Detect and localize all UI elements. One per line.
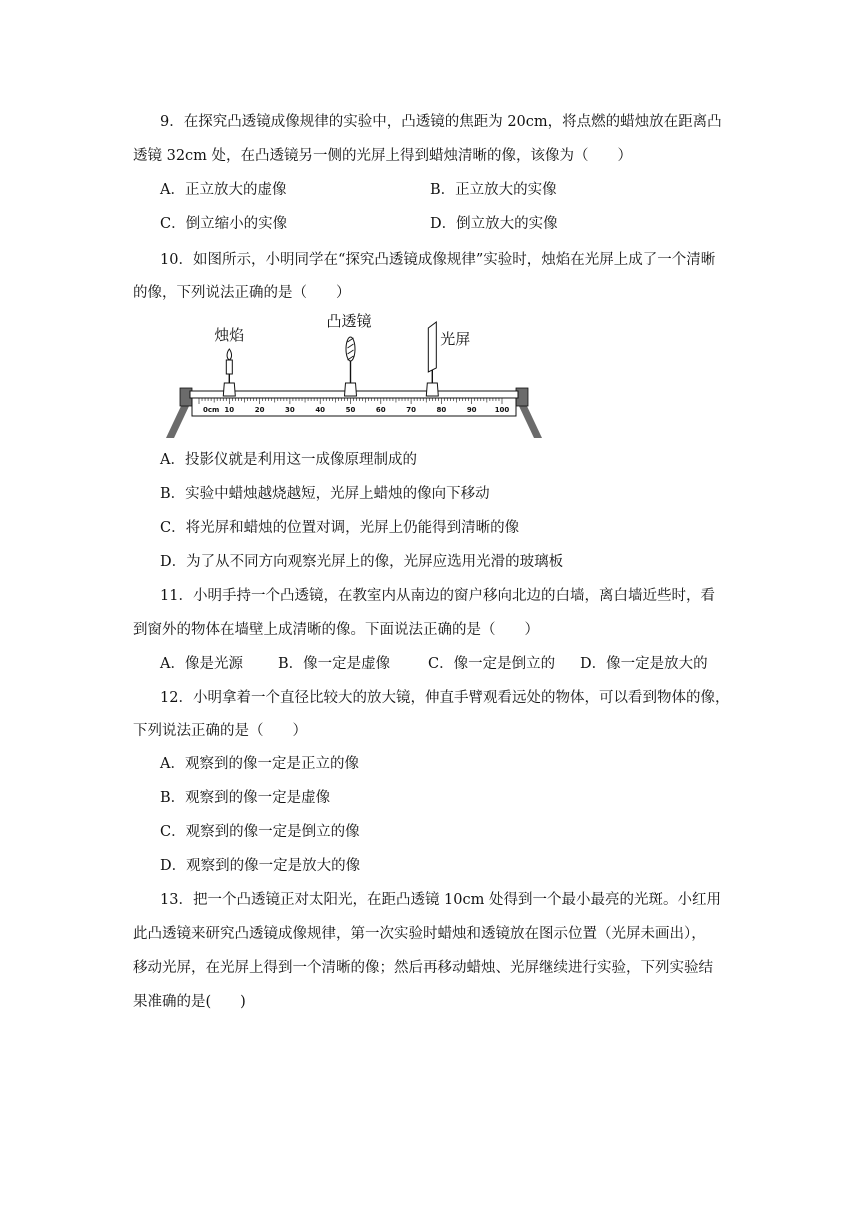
q10-option-c[interactable]: C．将光屏和蜡烛的位置对调，光屏上仍能得到清晰的像 [160, 520, 520, 536]
q11-option-c[interactable]: C．像一定是倒立的 [428, 656, 556, 672]
lens-base [345, 383, 357, 396]
q13-stem-line2: 此凸透镜来研究凸透镜成像规律，第一次实验时蜡烛和透镜放在图示位置（光屏未画出）， [133, 926, 706, 942]
q10-option-d[interactable]: D．为了从不同方向观察光屏上的像，光屏应选用光滑的玻璃板 [160, 554, 564, 570]
q13-stem-line4: 果准确的是( ) [133, 994, 246, 1010]
ruler-label: 100 [494, 406, 510, 414]
q11-option-d[interactable]: D．像一定是放大的 [580, 656, 708, 672]
q9-option-a[interactable]: A．正立放大的虚像 [160, 182, 287, 198]
q11-stem-line1: 11．小明手持一个凸透镜，在教室内从南边的窗户移向北边的白墙，离白墙近些时，看 [160, 588, 715, 604]
ruler-label: 0cm [203, 406, 220, 414]
q12-option-b[interactable]: B．观察到的像一定是虚像 [160, 790, 331, 806]
q12-stem-line2: 下列说法正确的是（ ） [133, 723, 307, 739]
figure-label-lens: 凸透镜 [326, 312, 372, 330]
q11-stem-line2: 到窗外的物体在墙壁上成清晰的像。下面说法正确的是（ ） [133, 622, 539, 638]
optical-bench-figure [160, 308, 550, 440]
q12-option-a[interactable]: A．观察到的像一定是正立的像 [160, 756, 359, 772]
q13-stem-line3: 移动光屏，在光屏上得到一个清晰的像；然后再移动蜡烛、光屏继续进行实验，下列实验结 [133, 960, 713, 976]
ruler-label: 60 [375, 406, 386, 414]
screen-base [426, 383, 438, 396]
candle-flame [227, 349, 232, 360]
light-screen [428, 322, 436, 372]
right-support-leg [518, 404, 542, 438]
ruler-label: 20 [254, 406, 265, 414]
q9-stem-line1: 9．在探究凸透镜成像规律的实验中，凸透镜的焦距为 20cm，将点燃的蜡烛放在距离凸 [160, 114, 722, 130]
ruler-label: 70 [406, 406, 416, 414]
q9-option-c[interactable]: C．倒立缩小的实像 [160, 216, 288, 232]
candle-base [223, 383, 235, 396]
ruler-label: 50 [345, 406, 356, 414]
q10-option-b[interactable]: B．实验中蜡烛越烧越短，光屏上蜡烛的像向下移动 [160, 486, 490, 502]
ruler-label: 80 [436, 406, 447, 414]
ruler-label: 40 [315, 406, 326, 414]
screen-assembly [426, 322, 438, 396]
q10-stem-line2: 的像，下列说法正确的是（ ） [133, 285, 351, 301]
q11-option-b[interactable]: B．像一定是虚像 [278, 656, 391, 672]
q11-option-a[interactable]: A．像是光源 [160, 656, 243, 672]
q9-option-b[interactable]: B．正立放大的实像 [430, 182, 557, 198]
ruler-label: 30 [285, 406, 295, 414]
ruler-label: 90 [466, 406, 477, 414]
q13-stem-line1: 13．把一个凸透镜正对太阳光，在距凸透镜 10cm 处得到一个最小最亮的光斑。小红用 [160, 892, 721, 908]
q12-option-d[interactable]: D．观察到的像一定是放大的像 [160, 858, 361, 874]
ruler-label: 10 [224, 406, 235, 414]
q12-option-c[interactable]: C．观察到的像一定是倒立的像 [160, 824, 360, 840]
q9-stem-line2: 透镜 32cm 处，在凸透镜另一侧的光屏上得到蜡烛清晰的像，该像为（ ） [133, 148, 633, 164]
q10-option-a[interactable]: A．投影仪就是利用这一成像原理制成的 [160, 452, 417, 468]
left-support-leg [166, 404, 190, 438]
convex-lens [346, 337, 355, 361]
q9-option-d[interactable]: D．倒立放大的实像 [430, 216, 558, 232]
candle-body [226, 360, 232, 374]
figure-label-candle: 烛焰 [214, 326, 245, 344]
q12-stem-line1: 12．小明拿着一个直径比较大的放大镜，伸直手臂观看远处的物体，可以看到物体的像， [160, 690, 730, 706]
lens-assembly [345, 337, 357, 396]
candle-assembly [223, 349, 235, 396]
figure-label-screen: 光屏 [440, 330, 471, 348]
q10-stem-line1: 10．如图所示，小明同学在“探究凸透镜成像规律”实验时，烛焰在光屏上成了一个清晰 [160, 252, 716, 268]
